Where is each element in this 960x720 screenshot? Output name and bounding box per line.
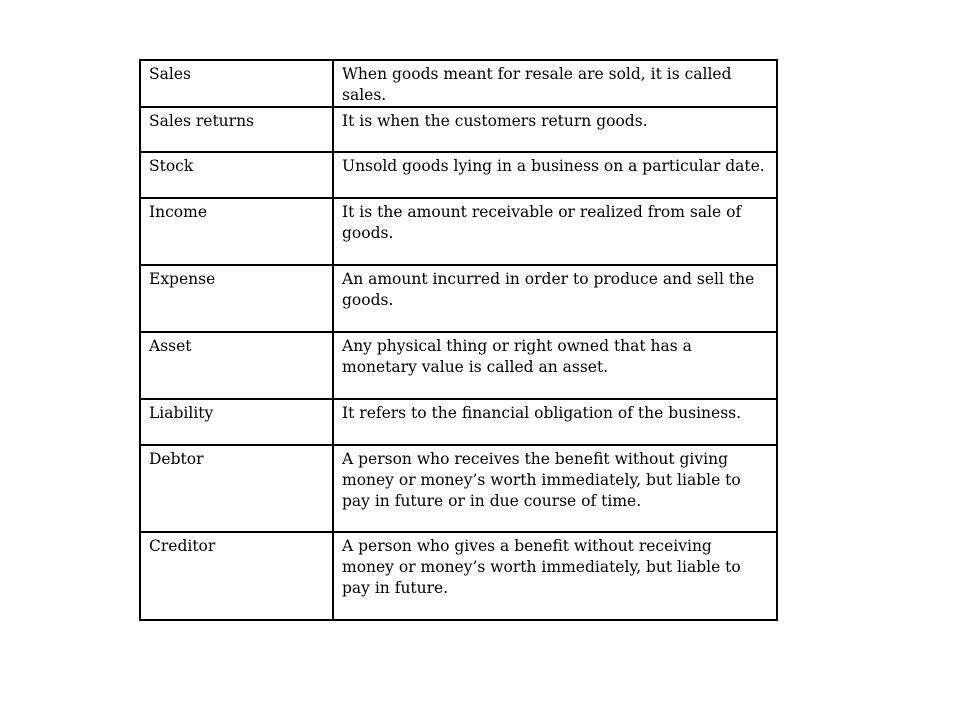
table-row	[140, 445, 777, 532]
term-cell: Stock	[140, 152, 333, 198]
table-row	[140, 107, 777, 152]
term-cell: Expense	[140, 265, 333, 332]
definition-cell: Any physical thing or right owned that has a monetary value is called an asset.	[333, 332, 777, 399]
definition-cell: It refers to the financial obligation of the business.	[333, 399, 777, 445]
term-cell: Sales returns	[140, 107, 333, 152]
definition-cell: It is when the customers return goods.	[333, 107, 777, 152]
term-cell: Asset	[140, 332, 333, 399]
term-cell: Creditor	[140, 532, 333, 620]
definition-cell: A person who receives the benefit without giving money or money’s worth immediately, but liable to pay in future or in due course of time.	[333, 445, 777, 532]
table-row	[140, 399, 777, 445]
table-row	[140, 60, 777, 107]
table-row	[140, 152, 777, 198]
term-cell: Income	[140, 198, 333, 265]
table-row	[140, 198, 777, 265]
glossary-table	[139, 59, 778, 621]
term-cell: Debtor	[140, 445, 333, 532]
term-cell: Sales	[140, 60, 333, 107]
table-row	[140, 332, 777, 399]
table-row	[140, 532, 777, 620]
definition-cell: A person who gives a benefit without receiving money or money’s worth immediately, but liable to pay in future.	[333, 532, 777, 620]
term-cell: Liability	[140, 399, 333, 445]
definition-cell: When goods meant for resale are sold, it is called sales.	[333, 60, 777, 107]
definition-cell: An amount incurred in order to produce and sell the goods.	[333, 265, 777, 332]
table-row	[140, 265, 777, 332]
definition-cell: It is the amount receivable or realized from sale of goods.	[333, 198, 777, 265]
definition-cell: Unsold goods lying in a business on a particular date.	[333, 152, 777, 198]
